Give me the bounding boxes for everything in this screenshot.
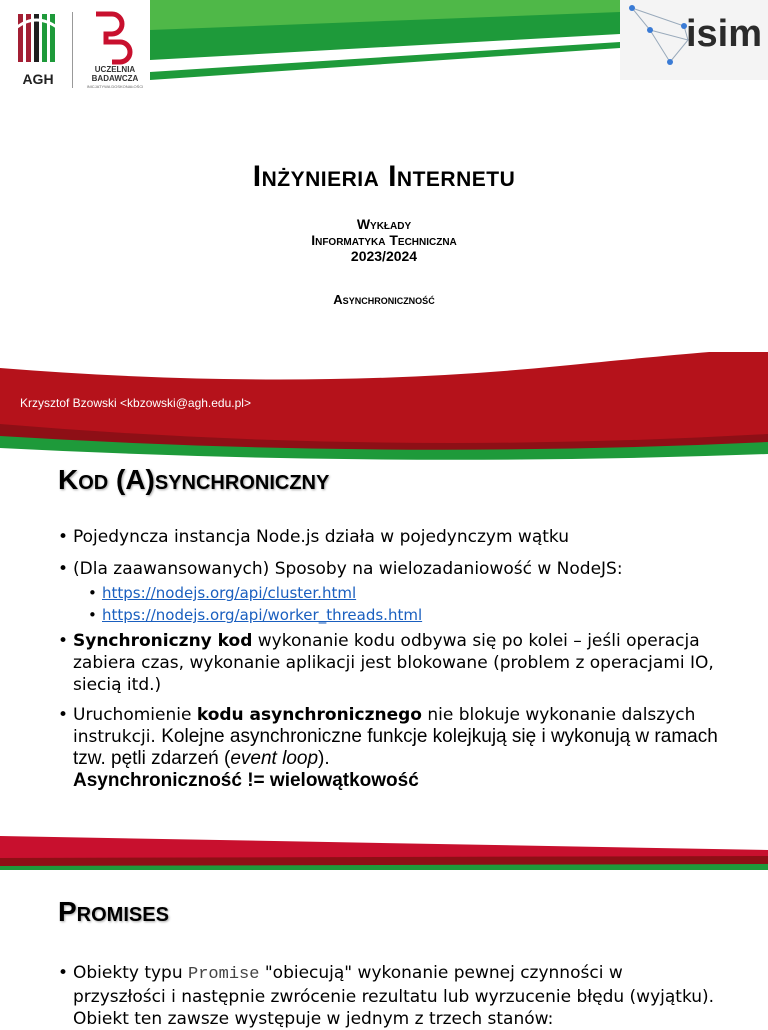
uczelnia-badawcza-logo [82,8,148,92]
presentation-title: Inżynieria Internetu [252,160,516,193]
bullet-item: • Synchroniczny kod wykonanie kodu odbywa się po kolei – jeśli operacja zabiera czas, wykonanie aplikacji jest blokowane (problem z operacjami IO, siecią itd.) [58,631,714,695]
svg-text:INICJATYWA DOSKONAŁOŚCI: INICJATYWA DOSKONAŁOŚCI [86,84,144,89]
logo-divider [72,12,73,88]
svg-text:UCZELNIA: UCZELNIA [94,65,136,74]
subtitle-program: Informatyka Techniczna [311,232,457,248]
subtitle-year: 2023/2024 [350,248,418,264]
sub-bullet-item: • https://nodejs.org/api/worker_threads.html [88,606,423,624]
bullet-item: • Uruchomienie kodu asynchronicznego nie blokuje wykonanie dalszych instrukcji. Kolejne asynchroniczne funkcje kolejkują się i wykonują w ramach tzw. pętli zdarzeń (event loop). Asynchroniczność != wielowątkowość [58,705,718,791]
agh-logo-text: AGH [22,71,54,87]
agh-logo [14,10,62,90]
subtitle-lectures: Wykłady [356,216,412,232]
bullet-item: • Pojedyncza instancja Node.js działa w pojedynczym wątku [58,527,569,547]
isim-logo [620,0,768,80]
bullet-item: • (Dla zaawansowanych) Sposoby na wielozadaniowość w NodeJS: [58,559,623,579]
isim-logo-text: isim [685,13,763,55]
slide-separator-graphic [0,836,768,872]
cluster-docs-link[interactable]: https://nodejs.org/api/cluster.html [102,584,357,602]
author-line: Krzysztof Bzowski <kbzowski@agh.edu.pl> [20,396,251,410]
lecture-topic: Asynchroniczność [333,292,435,307]
worker-threads-docs-link[interactable]: https://nodejs.org/api/worker_threads.html [102,606,423,624]
slide-title: Promises [58,896,169,927]
slide-title: Kod (A)synchroniczny [58,464,330,495]
sub-bullet-item: • https://nodejs.org/api/cluster.html [88,584,357,602]
svg-text:BADAWCZA: BADAWCZA [91,74,139,83]
bullet-item: • Obiekty typu Promise "obiecują" wykonanie pewnej czynności w przyszłości i następnie zwrócenie rezultatu lub wyrzucenie błędu (wyjątku). Obiekt ten zawsze występuje w jednym z trzech stanów: [58,963,715,1029]
